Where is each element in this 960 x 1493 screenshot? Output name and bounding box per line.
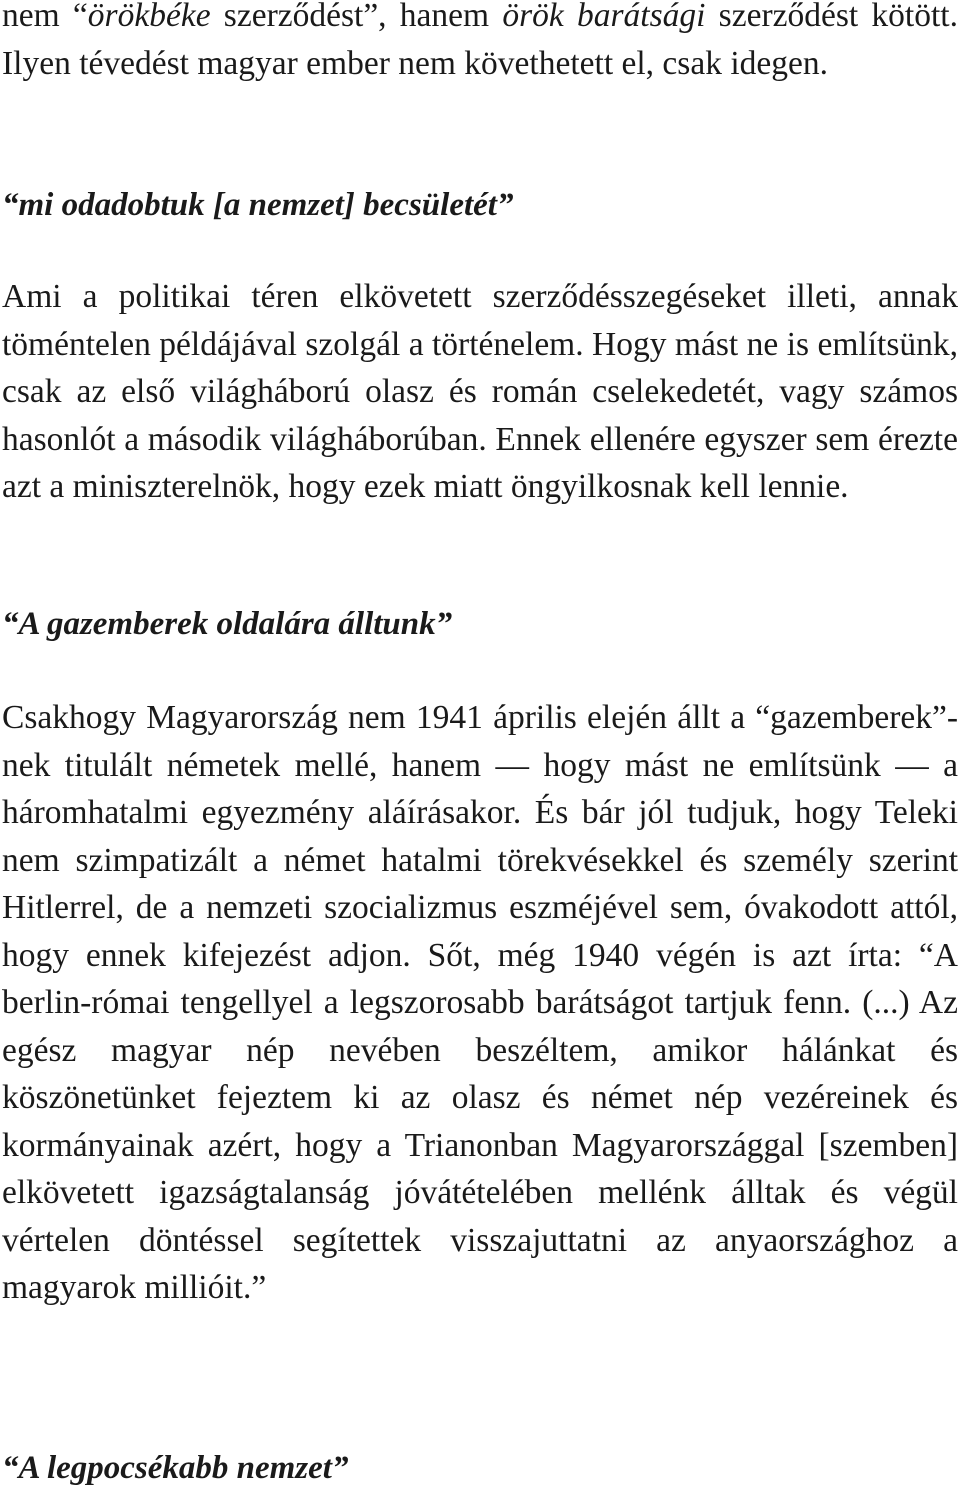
intro-italic-2: örök barátsági: [502, 0, 706, 34]
intro-lead: nem: [2, 0, 73, 34]
intro-italic-1: örökbéke: [87, 0, 211, 34]
intro-tail: szerződést kötött. Ilyen tévedést magyar ember nem követhetett el, csak idegen.: [2, 0, 958, 82]
intro-mid-1: szerződést”, hanem: [210, 0, 503, 34]
intro-quote-open: “: [72, 0, 88, 34]
section-heading-2: “A gazemberek oldalára álltunk”: [2, 606, 453, 642]
paragraph-1: Ami a politikai téren elkövetett szerződésszegéseket illeti, annak töméntelen példájával szolgál a történelem. Hogy mást ne is említsünk, csak az első világháború olasz és román cselekedetét, vagy számos hasonlót a második világháborúban. Ennek ellenére egyszer sem érezte azt a miniszterelnök, hogy ezek miatt öngyilkosnak kell lennie.: [2, 278, 958, 505]
paragraph-intro: [2, 0, 958, 87]
section-heading-3: “A legpocsékabb nemzet”: [2, 1450, 349, 1486]
paragraph-2: Csakhogy Magyarország nem 1941 április elején állt a “gazemberek”-nek titulált németek mellé, hanem — hogy mást ne említsünk — a háromhatalmi egyezmény aláírásakor. És bár jól tudjuk, hogy Teleki nem szimpatizált a német hatalmi törekvésekkel és személy szerint Hitlerrel, de a nemzeti szocializmus eszméjével sem, óvakodott attól, hogy ennek kifejezést adjon. Sőt, még 1940 végén is azt írta: “A berlin-római tengellyel a legszorosabb barátságot tartjuk fenn. (...) Az egész magyar nép nevében beszéltem, amikor hálánkat és köszönetünket fejeztem ki az olasz és német nép vezéreinek és kormányainak azért, hogy a Trianonban Magyarországgal [szemben] elkövetett igazságtalanság jóvátételében mellénk álltak és végül vértelen döntéssel segítettek visszajuttatni az anyaországhoz a magyarok millióit.”: [2, 699, 958, 1306]
section-heading-1: “mi odadobtuk [a nemzet] becsületét”: [2, 187, 514, 223]
